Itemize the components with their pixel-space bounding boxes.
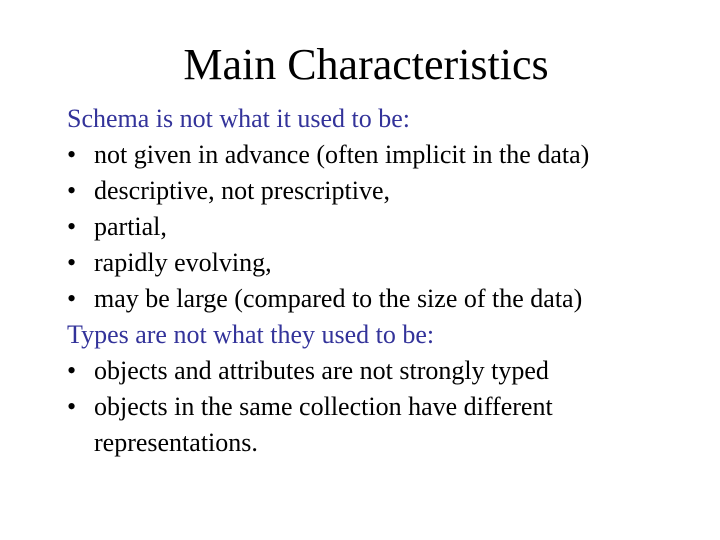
bullet-item [67, 137, 707, 173]
bullet-marker: • [67, 356, 77, 385]
schema-bullet-list [67, 137, 707, 317]
bullet-marker: • [67, 392, 77, 421]
types-bullet-list [67, 353, 707, 461]
slide-body [67, 101, 707, 461]
bullet-item [67, 281, 707, 317]
bullet-text: partial, [94, 212, 167, 241]
bullet-item [67, 389, 707, 461]
bullet-item [67, 245, 707, 281]
bullet-item [67, 173, 707, 209]
types-heading: Types are not what they used to be: [67, 320, 435, 349]
bullet-text: may be large (compared to the size of the data) [94, 284, 583, 313]
schema-heading: Schema is not what it used to be: [67, 104, 411, 133]
bullet-marker: • [67, 176, 77, 205]
bullet-item [67, 209, 707, 245]
bullet-text: rapidly evolving, [94, 248, 272, 277]
bullet-marker: • [67, 212, 77, 241]
bullet-marker: • [67, 140, 77, 169]
slide-title: Main Characteristics [183, 40, 549, 89]
bullet-item [67, 353, 707, 389]
bullet-marker: • [67, 284, 77, 313]
bullet-text: objects in the same collection have different representations. [94, 392, 553, 457]
bullet-text: objects and attributes are not strongly typed [94, 356, 549, 385]
bullet-marker: • [67, 248, 77, 277]
bullet-text: descriptive, not prescriptive, [94, 176, 391, 205]
bullet-text: not given in advance (often implicit in the data) [94, 140, 590, 169]
